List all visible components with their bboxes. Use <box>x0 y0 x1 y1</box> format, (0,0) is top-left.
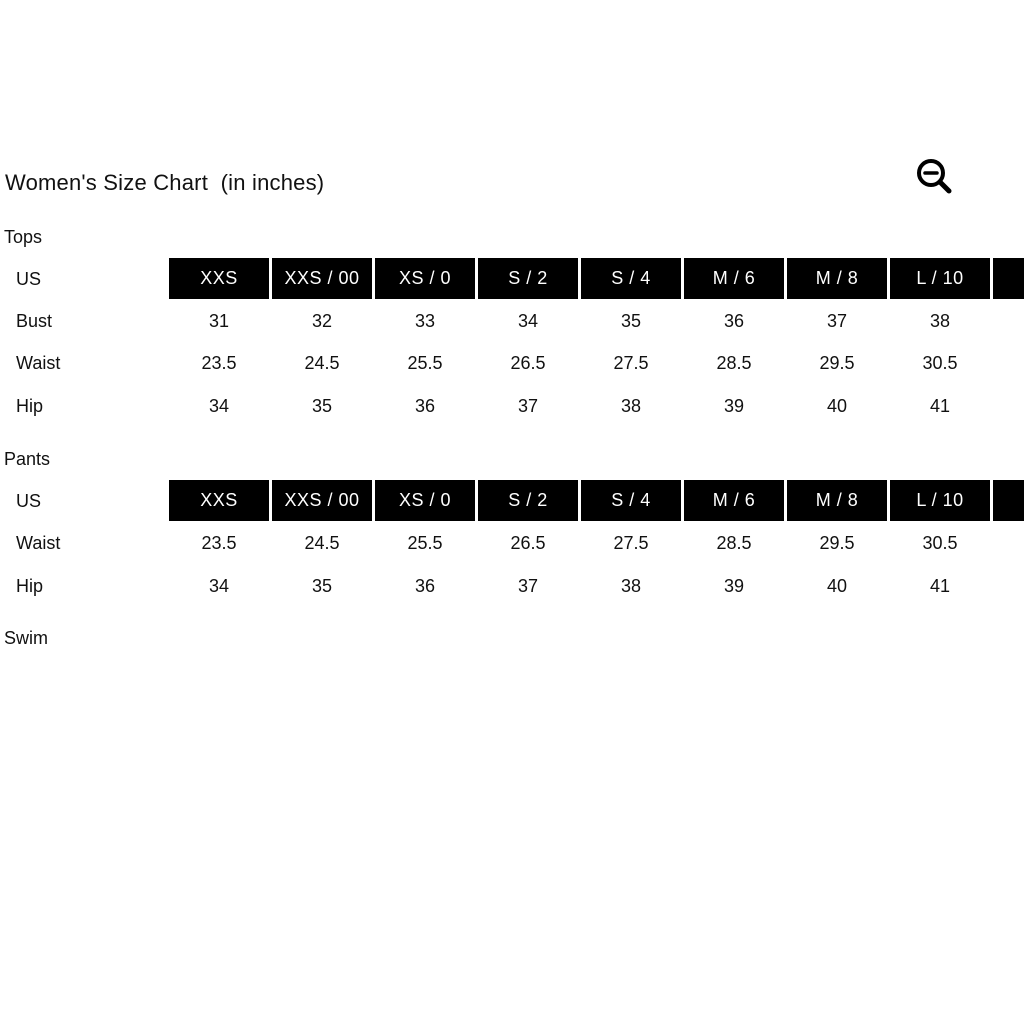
table-cell: 27.5 <box>613 353 649 373</box>
table-cell: 36 <box>414 396 436 416</box>
table-cell: 37 <box>517 576 539 596</box>
table-cell: 31 <box>208 311 230 331</box>
table-cell: 23.5 <box>201 353 237 373</box>
table-cell: 29.5 <box>819 353 855 373</box>
table-cell: 26.5 <box>510 533 546 553</box>
table-cell: 34 <box>517 311 539 331</box>
table-cell: 25.5 <box>407 533 443 553</box>
table-cell: 32 <box>311 311 333 331</box>
table-row <box>169 533 993 554</box>
table-row <box>169 576 993 597</box>
table-cell: 37 <box>826 311 848 331</box>
size-header-cell: XXS <box>169 480 269 521</box>
row-label-hip: Hip <box>16 396 44 416</box>
row-label-hip: Hip <box>16 576 44 596</box>
row-label-bust: Bust <box>16 311 53 331</box>
size-header-cell: S / 2 <box>478 480 578 521</box>
size-header-cell: S / 4 <box>581 258 681 299</box>
table-cell: 29.5 <box>819 533 855 553</box>
table-cell: 39 <box>723 576 745 596</box>
size-header-cell: M / 8 <box>787 258 887 299</box>
table-cell: 36 <box>723 311 745 331</box>
zoom-out-icon <box>914 157 954 197</box>
table-cell: 40 <box>826 396 848 416</box>
row-label-us: US <box>16 269 42 289</box>
table-cell: 39 <box>723 396 745 416</box>
size-header-cell: L / 10 <box>890 480 990 521</box>
size-header-bar <box>169 480 1024 521</box>
size-header-bar <box>169 258 1024 299</box>
size-header-cell: XXS / 00 <box>272 258 372 299</box>
table-cell: 28.5 <box>716 533 752 553</box>
size-header-cell: S / 2 <box>478 258 578 299</box>
table-cell: 30.5 <box>922 533 958 553</box>
table-cell: 30.5 <box>922 353 958 373</box>
size-header-cell: M / 8 <box>787 480 887 521</box>
table-cell: 34 <box>208 396 230 416</box>
size-header-cell: XS / 0 <box>375 480 475 521</box>
table-cell: 38 <box>620 396 642 416</box>
table-cell: 34 <box>208 576 230 596</box>
table-row <box>169 311 993 332</box>
section-label-tops: Tops <box>4 227 43 247</box>
table-cell: 24.5 <box>304 353 340 373</box>
size-header-cell: M / 6 <box>684 480 784 521</box>
table-row <box>169 396 993 417</box>
size-header-cell: XXS <box>169 258 269 299</box>
table-cell: 35 <box>311 576 333 596</box>
table-cell: 37 <box>517 396 539 416</box>
size-header-cell-partial <box>993 480 1024 521</box>
table-cell: 28.5 <box>716 353 752 373</box>
table-cell: 25.5 <box>407 353 443 373</box>
table-cell: 35 <box>311 396 333 416</box>
table-cell: 36 <box>414 576 436 596</box>
size-header-cell-partial <box>993 258 1024 299</box>
row-label-waist: Waist <box>16 533 61 553</box>
table-cell: 41 <box>929 576 951 596</box>
size-header-cell: M / 6 <box>684 258 784 299</box>
table-row <box>169 353 993 374</box>
table-cell: 38 <box>620 576 642 596</box>
table-cell: 27.5 <box>613 533 649 553</box>
table-cell: 24.5 <box>304 533 340 553</box>
table-cell: 41 <box>929 396 951 416</box>
size-header-cell: XXS / 00 <box>272 480 372 521</box>
page-title: Women's Size Chart (in inches) <box>5 170 325 195</box>
table-cell: 38 <box>929 311 951 331</box>
row-label-us: US <box>16 491 42 511</box>
table-cell: 40 <box>826 576 848 596</box>
table-cell: 26.5 <box>510 353 546 373</box>
section-label-pants: Pants <box>4 449 51 469</box>
size-header-cell: L / 10 <box>890 258 990 299</box>
row-label-waist: Waist <box>16 353 61 373</box>
table-cell: 23.5 <box>201 533 237 553</box>
zoom-out-button[interactable] <box>914 157 954 197</box>
size-header-cell: S / 4 <box>581 480 681 521</box>
section-label-swim: Swim <box>4 628 48 648</box>
size-header-cell: XS / 0 <box>375 258 475 299</box>
table-cell: 35 <box>620 311 642 331</box>
table-cell: 33 <box>414 311 436 331</box>
